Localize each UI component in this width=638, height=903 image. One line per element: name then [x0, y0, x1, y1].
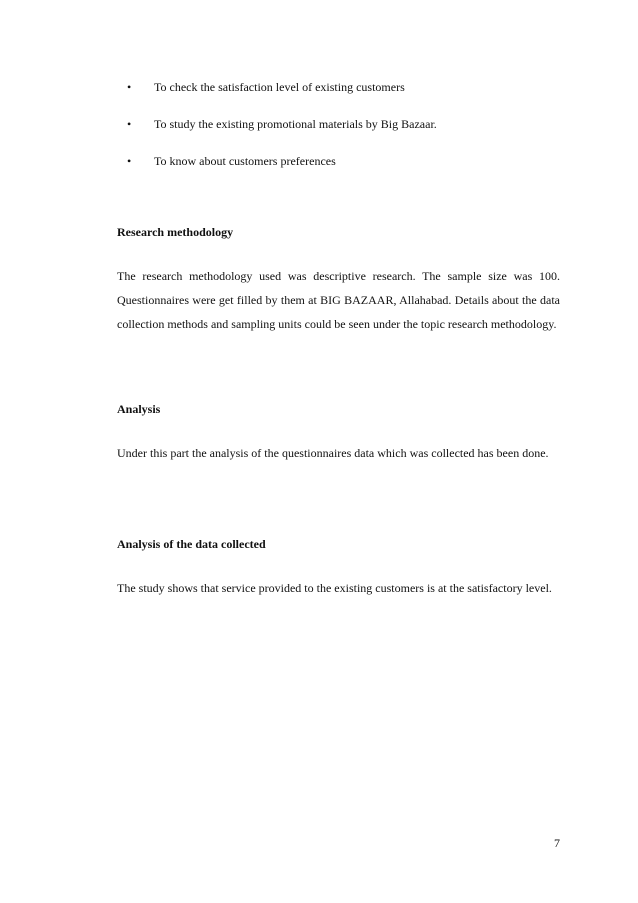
list-item-text: To check the satisfaction level of existing customers	[154, 80, 405, 94]
research-methodology-heading: Research methodology	[117, 225, 234, 239]
bullet-icon: •	[127, 154, 132, 168]
page-number: 7	[554, 836, 560, 850]
research-methodology-paragraph: The research methodology used was descriptive research. The sample size was 100. Questionnaires were get filled by them at BIG BAZAAR, Allahabad. Details about the data collection methods and sampling units could be seen under the topic research methodology.	[117, 269, 560, 331]
list-item	[127, 78, 567, 96]
list-item-text: To study the existing promotional materials by Big Bazaar.	[154, 117, 437, 131]
list-item-text: To know about customers preferences	[154, 154, 336, 168]
bullet-icon: •	[127, 117, 132, 131]
analysis-data-heading: Analysis of the data collected	[117, 537, 266, 551]
list-item	[127, 152, 567, 170]
analysis-paragraph: Under this part the analysis of the questionnaires data which was collected has been done.	[117, 446, 549, 460]
objectives-list	[127, 78, 567, 189]
bullet-icon: •	[127, 80, 132, 94]
analysis-heading: Analysis	[117, 402, 161, 416]
analysis-data-paragraph: The study shows that service provided to the existing customers is at the satisfactory level.	[117, 581, 552, 595]
list-item	[127, 115, 567, 133]
